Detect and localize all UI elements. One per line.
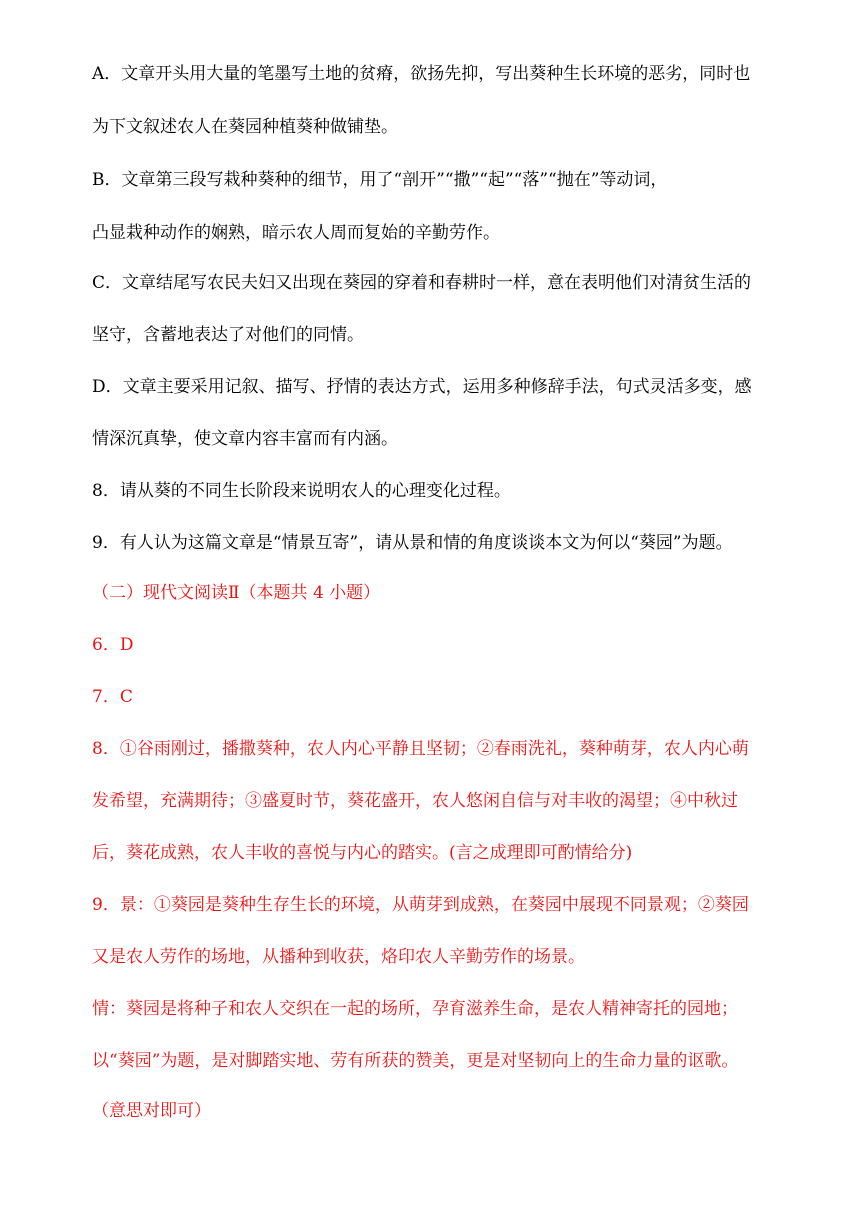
- answer-8-line-2: 发希望，充满期待；③盛夏时节，葵花盛开，农人悠闲自信与对丰收的渴望；④中秋过: [92, 791, 738, 811]
- option-a-line-1: A．文章开头用大量的笔墨写土地的贫瘠，欲扬先抑，写出葵种生长环境的恶劣，同时也: [92, 64, 751, 84]
- option-d-line-1: D．文章主要采用记叙、描写、抒情的表达方式，运用多种修辞手法，句式灵活多变，感: [92, 377, 752, 397]
- question-8: 8．请从葵的不同生长阶段来说明农人的心理变化过程。: [92, 481, 511, 501]
- option-c-line-1: C．文章结尾写农民夫妇又出现在葵园的穿着和春耕时一样，意在表明他们对清贫生活的: [92, 273, 752, 293]
- option-b-line-1: B．文章第三段写栽种葵种的细节，用了“剖开”“撒”“起”“落”“抛在”等动词，: [92, 170, 668, 190]
- answer-9-line-1: 9．景：①葵园是葵种生存生长的环境，从萌芽到成熟，在葵园中展现不同景观；②葵园: [92, 895, 749, 915]
- answer-9-line-5: （意思对即可）: [92, 1101, 211, 1121]
- question-9: 9．有人认为这篇文章是“情景互寄”，请从景和情的角度谈谈本文为何以“葵园”为题。: [92, 533, 733, 553]
- answer-section-title: （二）现代文阅读Ⅱ（本题共 4 小题）: [92, 583, 381, 603]
- answer-9-line-4: 以“葵园”为题，是对脚踏实地、劳有所获的赞美，更是对坚韧向上的生命力量的讴歌。: [92, 1051, 739, 1071]
- answer-9-line-3: 情：葵园是将种子和农人交织在一起的场所，孕育滋养生命，是农人精神寄托的园地；: [92, 999, 738, 1019]
- answer-8-line-3: 后，葵花成熟，农人丰收的喜悦与内心的踏实。(言之成理即可酌情给分): [92, 843, 633, 863]
- option-c-line-2: 坚守，含蓄地表达了对他们的同情。: [92, 325, 364, 345]
- option-a-line-2: 为下文叙述农人在葵园种植葵种做铺垫。: [92, 117, 398, 137]
- answer-9-line-2: 又是农人劳作的场地，从播种到收获，烙印农人辛勤劳作的场景。: [92, 947, 585, 967]
- option-d-line-2: 情深沉真挚，使文章内容丰富而有内涵。: [92, 429, 398, 449]
- option-b-line-2: 凸显栽种动作的娴熟，暗示农人周而复始的辛勤劳作。: [92, 223, 500, 243]
- answer-7: 7．C: [92, 687, 133, 707]
- answer-6: 6．D: [92, 635, 134, 655]
- answer-8-line-1: 8．①谷雨刚过，播撒葵种，农人内心平静且坚韧；②春雨洗礼，葵种萌芽，农人内心萌: [92, 739, 749, 759]
